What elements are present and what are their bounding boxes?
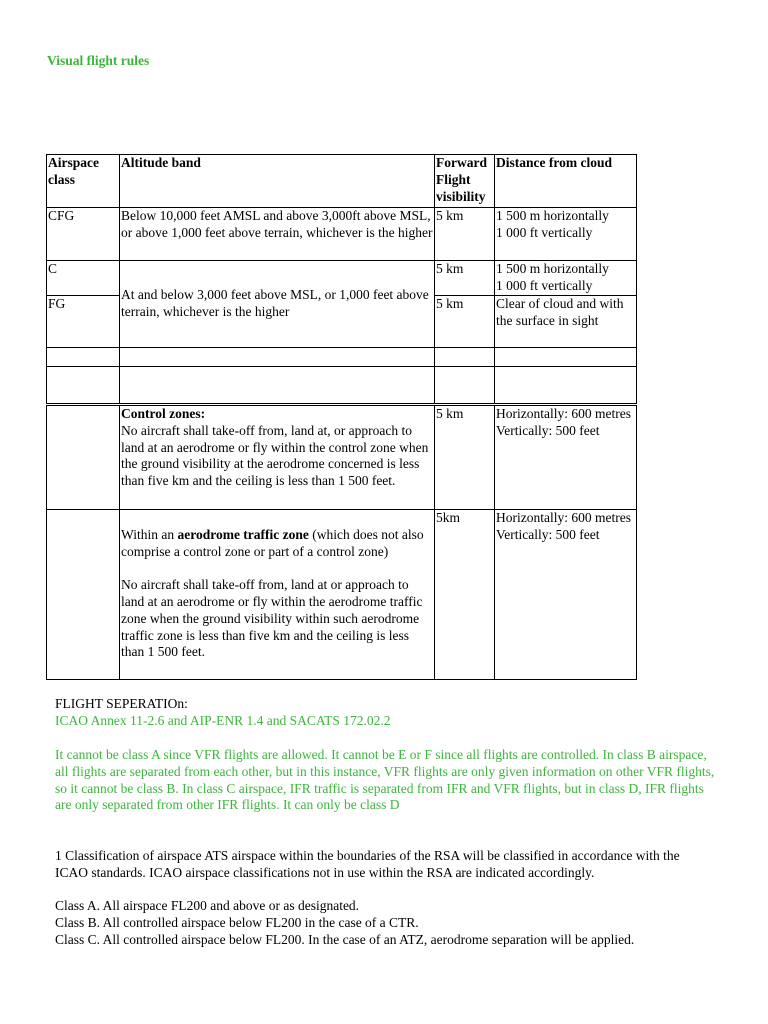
separation-explanation: It cannot be class A since VFR flights are allowed. It cannot be E or F since all flights are controlled. In class B airspace, all flights are separated from each other, but in this instance, VFR flights are only given information on other VFR flights, so it cannot be class B. In class C airspace, IFR traffic is separated from IFR and VFR flights, but in class D, IFR flights are only separated from other IFR flights. It can only be class D [55,747,715,813]
atz-text: No aircraft shall take-off from, land at or approach to land at an aerodrome or fly within the aerodrome traffic zone when the ground visibility within such aerodrome traffic zone is less than five km and the ceiling is less than 1 500 feet. [121,577,423,660]
cloud-distance-cell [495,261,637,296]
airspace-class-cell: FG [47,296,120,348]
class-c-text: Class C. All controlled airspace below FL200. In the case of an ATZ, aerodrome separation will be applied. [55,932,635,947]
atz-term: aerodrome traffic zone [177,526,309,542]
control-zone-heading: Control zones: [121,406,206,421]
atz-cell [120,510,435,680]
visibility-cell: 5 km [435,261,495,296]
cloud-horizontal: 1 500 m horizontally [496,208,609,223]
vfr-minima-table [46,154,637,404]
cloud-horizontal: 1 500 m horizontally [496,261,609,276]
cloud-vertical: 1 000 ft vertically [496,277,593,293]
empty-row [47,367,637,404]
cloud-distance-cell [495,510,637,680]
cloud-horizontal: Horizontally: 600 metres [496,406,631,421]
control-zone-table [46,405,637,680]
header-distance-from-cloud: Distance from cloud [495,155,637,208]
header-altitude-band: Altitude band [120,155,435,208]
table-row [47,208,637,261]
document-title: Visual flight rules [47,53,150,68]
table-row [47,261,637,296]
control-zone-text: No aircraft shall take-off from, land at, or approach to land at an aerodrome or fly within the control zone when the ground visibility at the aerodrome concerned is less than five km and the ceiling is less than 1 500 feet. [121,422,429,489]
visibility-cell: 5 km [435,406,495,510]
class-a-text: Class A. All airspace FL200 and above or as designated. [55,898,360,913]
cloud-horizontal: Horizontally: 600 metres [496,510,631,525]
table-row [47,510,637,680]
airspace-class-cell: CFG [47,208,120,261]
table-header-row [47,155,637,208]
atz-intro: Within an aerodrome traffic zone (which does not also comprise a control zone or part of a control zone) [121,526,424,559]
header-forward-visibility: Forward Flight visibility [435,155,495,208]
header-airspace-class: Airspace class [47,155,120,208]
cloud-distance-cell: Clear of cloud and with the surface in sight [495,296,637,348]
empty-row [47,348,637,367]
altitude-band-cell: Below 10,000 feet AMSL and above 3,000ft above MSL, or above 1,000 feet above terrain, whichever is the higher [120,208,435,261]
control-zone-cell [120,406,435,510]
visibility-cell: 5 km [435,208,495,261]
classification-intro: 1 Classification of airspace ATS airspace within the boundaries of the RSA will be classified in accordance with the ICAO standards. ICAO airspace classifications not in use within the RSA are indicated accordingly. [55,848,680,880]
table-row [47,406,637,510]
cloud-distance-cell [495,406,637,510]
visibility-cell: 5 km [435,296,495,348]
airspace-class-cell: C [47,261,120,296]
visibility-cell: 5km [435,510,495,680]
cloud-distance-cell [495,208,637,261]
separation-reference: ICAO Annex 11-2.6 and AIP-ENR 1.4 and SACATS 172.02.2 [55,713,391,728]
separation-heading: FLIGHT SEPERATIOn: [55,696,188,711]
cloud-vertical: Vertically: 500 feet [496,526,600,542]
class-b-text: Class B. All controlled airspace below FL200 in the case of a CTR. [55,915,419,930]
cloud-vertical: 1 000 ft vertically [496,224,593,240]
altitude-band-cell: At and below 3,000 feet above MSL, or 1,000 feet above terrain, whichever is the higher [120,261,435,348]
cloud-vertical: Vertically: 500 feet [496,422,600,438]
